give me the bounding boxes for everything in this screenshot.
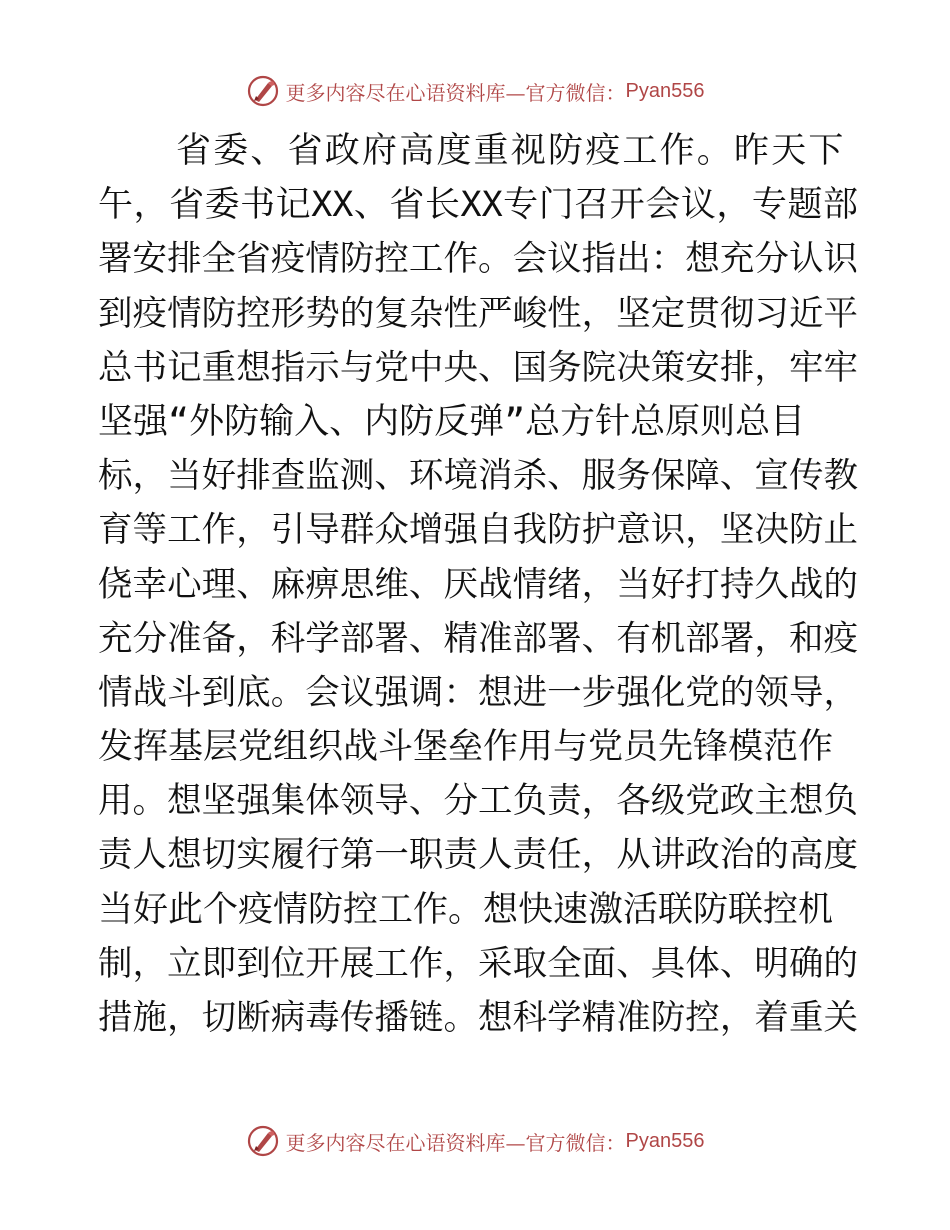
paragraph-line: 午，省委书记XX、省长XX专门召开会议，专题部: [98, 185, 858, 226]
paragraph-line: 发挥基层党组织战斗堡垒作用与党员先锋模范作: [98, 727, 834, 768]
paragraph-line: 到疫情防控形势的复杂性严峻性，坚定贯彻习近平: [98, 293, 858, 334]
paragraph-line: 当好此个疫情防控工作。想快速激活联防联控机: [98, 889, 834, 930]
paragraph-line: 标，当好排查监测、环境消杀、服务保障、宣传教: [98, 456, 858, 497]
header-watermark: [0, 74, 950, 108]
paragraph-line: 制，立即到位开展工作，采取全面、具体、明确的: [98, 943, 858, 984]
watermark-text: 更多内容尽在心语资料库—官方微信：: [285, 80, 626, 105]
quill-pen-logo-icon: [246, 74, 280, 108]
document-body: [98, 124, 858, 1045]
quill-pen-logo-icon: [246, 1124, 280, 1158]
paragraph-line: 坚强“外防输入、内防反弹”总方针总原则总目: [98, 401, 806, 442]
paragraph-line: 总书记重想指示与党中央、国务院决策安排，牢牢: [98, 347, 858, 388]
paragraph-line: 省委、省政府高度重视防疫工作。昨天下: [176, 131, 846, 171]
watermark-text: 更多内容尽在心语资料库—官方微信：: [285, 1130, 626, 1155]
paragraph-line: 用。想坚强集体领导、分工负责，各级党政主想负: [98, 781, 858, 822]
watermark-wechat-id: Pyan556: [625, 79, 705, 102]
paragraph-line: 署安排全省疫情防控工作。会议指出：想充分认识: [98, 239, 858, 280]
paragraph-line: 充分准备，科学部署、精准部署、有机部署，和疫: [98, 618, 858, 659]
paragraph-line: 情战斗到底。会议强调：想进一步强化党的领导，: [98, 672, 858, 713]
paragraph-line: 措施，切断病毒传播链。想科学精准防控，着重关: [98, 998, 858, 1038]
paragraph-line: 侥幸心理、麻痹思维、厌战情绪，当好打持久战的: [98, 564, 858, 605]
footer-watermark: [0, 1124, 950, 1158]
watermark-wechat-id: Pyan556: [625, 1129, 705, 1152]
paragraph-line: 育等工作，引导群众增强自我防护意识，坚决防止: [98, 510, 858, 551]
paragraph-line: 责人想切实履行第一职责人责任，从讲政治的高度: [98, 835, 858, 876]
